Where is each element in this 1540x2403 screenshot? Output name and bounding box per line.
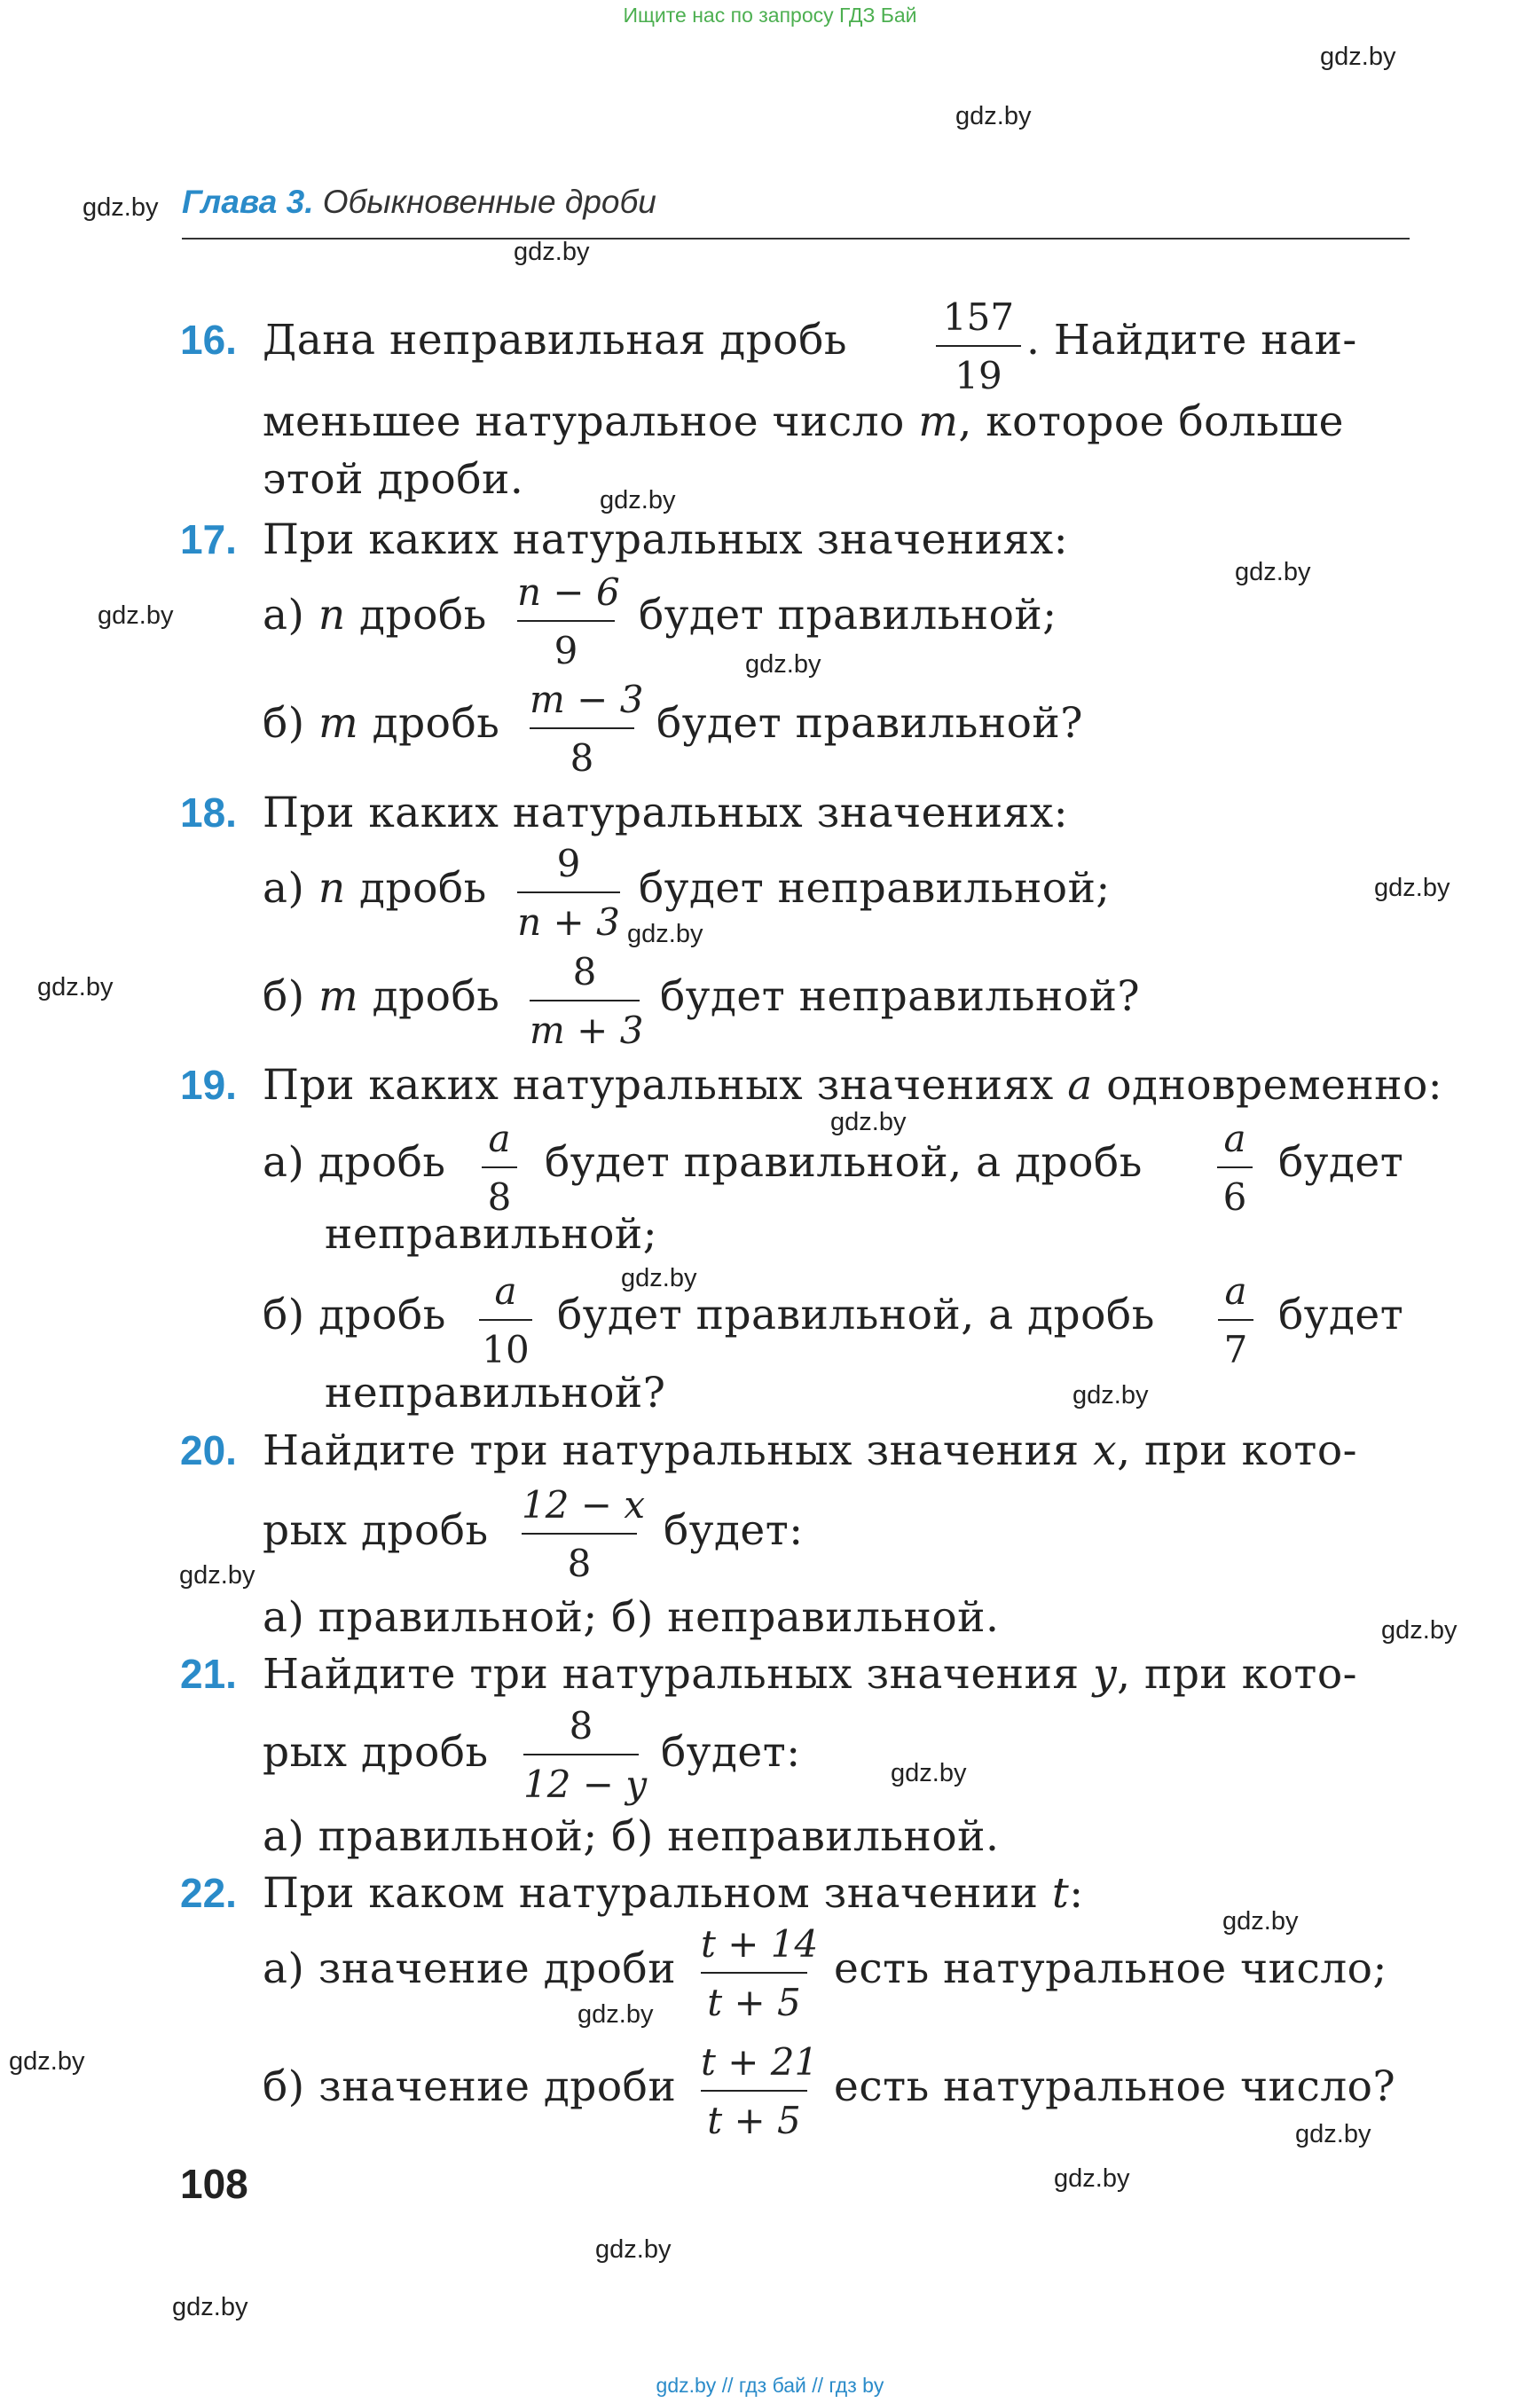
problem-text: будет: [664,1506,804,1555]
fraction [482,1117,517,1219]
fraction-numerator: 9 [556,842,581,885]
fraction-numerator: t + 21 [701,2040,819,2084]
item-b [263,699,499,748]
watermark: gdz.by [9,2047,85,2076]
problem-text: а) правильной; б) неправильной. [263,1593,1000,1642]
item-text: будет правильной, а дробь [545,1138,1143,1187]
fraction-bar [1218,1319,1253,1321]
problem-number: 21. [180,1651,237,1697]
fraction-bar [1217,1166,1253,1168]
problem-number: 17. [180,516,237,562]
item-text: будет правильной, а дробь [557,1291,1155,1339]
item-a: а) значение дроби [263,1944,677,1993]
watermark: gdz.by [37,973,114,1001]
problem-intro [263,1869,1084,1918]
watermark: gdz.by [1054,2164,1130,2193]
fraction-denominator: m + 3 [530,1009,644,1052]
watermark: gdz.by [1072,1381,1149,1410]
item-a [263,591,487,640]
problem-intro: При каких натуральных значениях: [263,789,1069,837]
fraction-denominator: 19 [955,354,1002,397]
text-segment: , при кото- [1117,1650,1358,1699]
fraction [517,570,620,672]
watermark: gdz.by [578,2000,654,2029]
watermark: gdz.by [82,193,159,222]
item-b [263,1291,446,1339]
watermark: gdz.by [1235,558,1311,586]
fraction-denominator: n + 3 [517,900,620,944]
fraction-bar [517,891,620,893]
problem-number: 18. [180,789,237,836]
fraction-denominator: 7 [1223,1328,1248,1371]
item-text: есть натуральное число; [834,1944,1387,1993]
fraction-bar [701,2090,807,2092]
problem-text: будет: [661,1728,801,1777]
text-segment: дробь [372,972,500,1021]
variable: y [1093,1650,1118,1699]
item-b: б) значение дроби [263,2062,677,2111]
text-segment: дробь [372,699,500,748]
item-text: есть натуральное число? [834,2062,1396,2111]
fraction-denominator: 8 [570,736,594,780]
fraction-numerator: 157 [942,295,1015,339]
fraction-denominator: 6 [1222,1175,1247,1219]
watermark: gdz.by [179,1561,255,1590]
problem-text: рых дробь [263,1728,489,1777]
fraction-bar [479,1319,532,1321]
problem-number: 16. [180,317,237,363]
fraction-bar [522,1533,637,1535]
item-b [263,972,499,1021]
text-segment: дробь [359,591,487,640]
watermark: gdz.by [1381,1616,1458,1645]
text-segment: При каком натуральном значении [263,1869,1039,1918]
variable: m [318,699,359,748]
fraction-numerator: 8 [572,950,597,993]
item-label: а) [263,591,305,640]
fraction-bar [936,345,1021,347]
item-text: будет [1278,1138,1404,1187]
item-label: а) [263,864,305,913]
item-label: б) [263,972,305,1021]
watermark: gdz.by [595,2235,672,2264]
item-label: б) [263,699,305,748]
fraction [522,1483,646,1585]
problem-number: 20. [180,1427,237,1473]
item-text: будет правильной? [656,699,1083,748]
watermark: gdz.by [172,2293,248,2321]
fraction-bar [482,1166,517,1168]
top-banner: Ищите нас по запросу ГДЗ Бай [623,4,917,27]
text-segment: : [1069,1869,1084,1918]
chapter-title: Обыкновенные дроби [322,184,656,220]
header-rule [182,238,1410,240]
watermark: gdz.by [1222,1907,1299,1936]
fraction-numerator: a [1223,1117,1246,1160]
fraction-numerator: 8 [569,1704,593,1747]
problem-text [263,397,1344,446]
chapter-label: Глава 3. [182,184,314,220]
text-segment: меньшее натуральное число [263,397,905,446]
problem-number: 22. [180,1870,237,1916]
item-a [263,1138,446,1187]
variable: m [918,397,959,446]
fraction [479,1269,532,1371]
problem-text: а) правильной; б) неправильной. [263,1812,1000,1861]
problem-text: Дана неправильная дробь [263,316,847,365]
watermark: gdz.by [627,920,703,948]
problem-text [263,1650,1357,1699]
chapter-header [182,184,656,221]
problem-intro [263,1061,1442,1110]
variable: n [318,864,346,913]
item-text: будет неправильной? [660,972,1141,1021]
variable: a [1067,1061,1093,1110]
problem-text: . Найдите наи- [1026,316,1357,365]
text-segment: Найдите три натуральных значения [263,1650,1080,1699]
item-text: будет правильной; [639,591,1057,640]
text-segment: При каких натуральных значениях [263,1061,1054,1110]
text-segment: Найдите три натуральных значения [263,1426,1080,1475]
fraction [530,678,644,780]
fraction-bar [517,620,615,622]
fraction [936,295,1021,397]
watermark: gdz.by [1295,2120,1371,2148]
item-label: а) [263,1138,305,1187]
fraction [701,2040,819,2142]
fraction-numerator: n − 6 [517,570,620,614]
item-label: б) [263,1291,305,1339]
fraction-denominator: 12 − y [523,1763,648,1806]
text-segment: дробь [359,864,487,913]
problem-text: этой дроби. [263,455,524,504]
item-text: неправильной; [325,1210,658,1259]
watermark: gdz.by [514,238,590,266]
watermark: gdz.by [1320,43,1396,71]
text-segment: одновременно: [1106,1061,1443,1110]
problem-number: 19. [180,1062,237,1108]
fraction-denominator: t + 5 [707,2099,801,2142]
fraction-bar [701,1972,807,1974]
problem-text: рых дробь [263,1506,489,1555]
fraction [517,842,620,944]
watermark: gdz.by [600,486,676,514]
watermark: gdz.by [1374,874,1450,902]
text-segment: дробь [318,1291,446,1339]
fraction-bar [530,727,634,729]
variable: n [318,591,346,640]
fraction-numerator: t + 14 [701,1922,819,1966]
fraction [523,1704,648,1806]
fraction-denominator: 9 [554,629,578,672]
item-text: будет [1278,1291,1404,1339]
watermark: gdz.by [745,650,821,679]
variable: x [1093,1426,1118,1475]
fraction-denominator: t + 5 [707,1981,801,2024]
item-text: будет неправильной; [639,864,1111,913]
fraction-denominator: 8 [487,1175,512,1219]
watermark: gdz.by [955,102,1032,130]
fraction-numerator: m − 3 [530,678,644,721]
watermark: gdz.by [830,1108,907,1136]
fraction [1217,1117,1253,1219]
fraction-denominator: 8 [567,1542,592,1585]
watermark: gdz.by [891,1759,967,1787]
text-segment: , при кото- [1117,1426,1358,1475]
variable: t [1051,1869,1070,1918]
fraction-numerator: a [494,1269,517,1313]
fraction-denominator: 10 [482,1328,530,1371]
item-a [263,864,487,913]
page-number: 108 [180,2161,248,2207]
fraction-numerator: 12 − x [522,1483,646,1527]
fraction [701,1922,819,2024]
fraction [530,950,644,1052]
watermark: gdz.by [98,601,174,630]
problem-text [263,1426,1357,1475]
fraction-bar [523,1754,639,1755]
fraction-numerator: a [488,1117,511,1160]
variable: m [318,972,359,1021]
fraction-numerator: a [1224,1269,1247,1313]
text-segment: дробь [318,1138,446,1187]
text-segment: , которое больше [958,397,1344,446]
watermark: gdz.by [621,1264,697,1292]
footer-links[interactable]: gdz.by // гдз бай // гдз by [656,2374,884,2397]
fraction [1218,1269,1253,1371]
item-text: неправильной? [325,1369,666,1417]
problem-intro: При каких натуральных значениях: [263,515,1069,564]
fraction-bar [530,1000,640,1001]
